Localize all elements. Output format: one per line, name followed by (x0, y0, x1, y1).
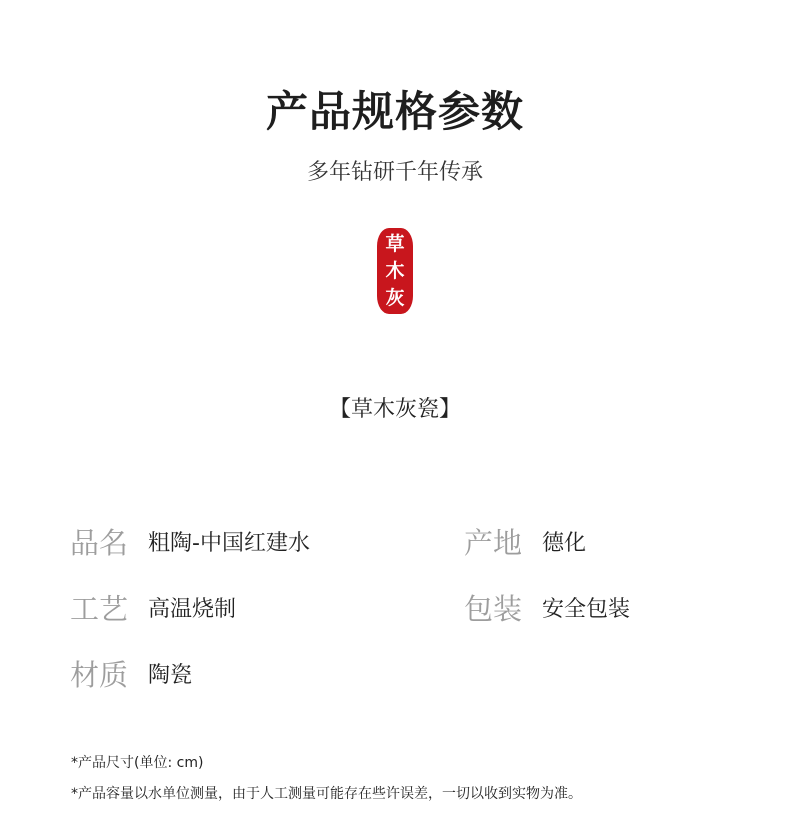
spec-item-origin (464, 521, 586, 561)
spec-label: 材质 (70, 657, 129, 692)
seal-char: 草 (385, 232, 405, 255)
spec-label: 产地 (464, 525, 523, 560)
spec-item-name (70, 521, 310, 561)
note-capacity: *产品容量以水单位测量，由于人工测量可能存在些许误差，一切以收到实物为准。 (71, 786, 582, 802)
page-subtitle: 多年钻研千年传承 (306, 160, 483, 185)
page-title: 产品规格参数 (265, 87, 524, 136)
spec-value: 德化 (542, 530, 587, 556)
product-name: 【草木灰瓷】 (328, 397, 461, 422)
spec-item-packaging (464, 587, 630, 627)
spec-value: 陶瓷 (148, 662, 193, 688)
spec-value: 粗陶-中国红建水 (148, 530, 310, 556)
note-size-unit: *产品尺寸(单位: cm) (71, 755, 204, 771)
spec-value: 安全包装 (542, 596, 631, 622)
spec-label: 品名 (70, 525, 129, 560)
spec-item-craft (70, 587, 236, 627)
spec-item-material (70, 653, 192, 693)
spec-label: 包装 (464, 591, 523, 626)
brand-seal (377, 228, 413, 314)
seal-char: 木 (385, 259, 405, 282)
spec-label: 工艺 (70, 591, 129, 626)
seal-char: 灰 (385, 287, 405, 310)
spec-value: 高温烧制 (148, 596, 237, 622)
